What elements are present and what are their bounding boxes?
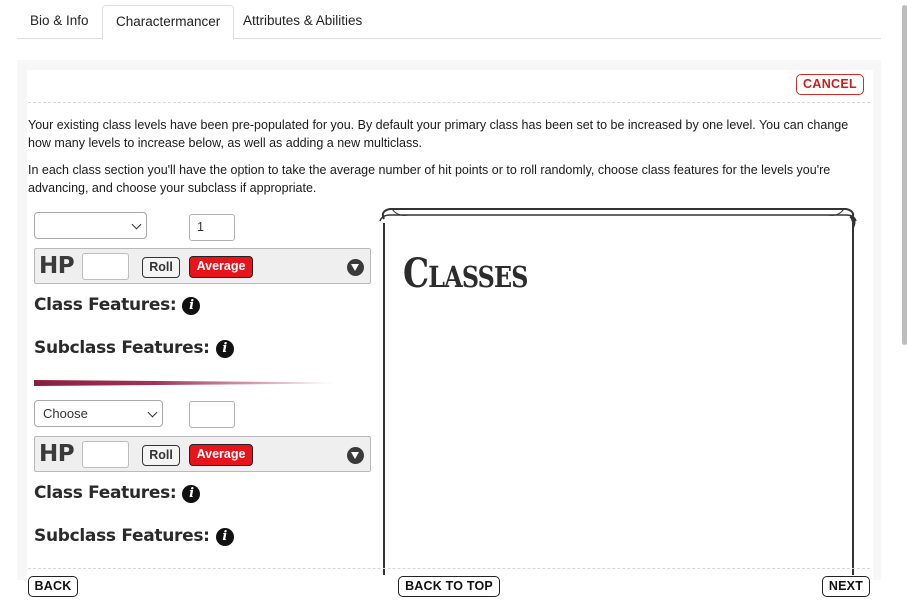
hp-input-1[interactable] bbox=[82, 253, 129, 280]
levels-input-2[interactable] bbox=[189, 401, 235, 428]
chevron-down-icon bbox=[132, 220, 142, 230]
tab-charactermancer[interactable]: Charactermancer bbox=[102, 5, 234, 40]
average-button-1[interactable]: Average bbox=[189, 256, 253, 278]
bottom-divider bbox=[28, 568, 870, 569]
levels-input-1[interactable]: 1 bbox=[189, 214, 235, 241]
tab-bio-info[interactable]: Bio & Info bbox=[30, 13, 89, 28]
next-button[interactable]: NEXT bbox=[822, 576, 870, 597]
scrollbar-thumb[interactable] bbox=[902, 5, 907, 345]
subclass-features-label: Subclass Features: bbox=[34, 338, 210, 358]
subclass-features-label: Subclass Features: bbox=[34, 526, 210, 546]
expand-caret-icon[interactable] bbox=[347, 259, 364, 276]
roll-button-1[interactable]: Roll bbox=[142, 257, 180, 278]
classes-heading-rest: LASSES bbox=[428, 260, 528, 294]
chevron-down-icon bbox=[148, 408, 158, 418]
roll-button-2[interactable]: Roll bbox=[142, 445, 180, 466]
hp-input-2[interactable] bbox=[82, 441, 129, 468]
class-features-heading-2 bbox=[34, 483, 200, 503]
hp-bar-2 bbox=[34, 436, 371, 472]
top-divider bbox=[28, 102, 870, 103]
class-select-1[interactable] bbox=[34, 212, 147, 239]
class-select-2[interactable] bbox=[34, 400, 163, 427]
tab-attributes-abilities[interactable]: Attributes & Abilities bbox=[243, 13, 363, 28]
classes-heading bbox=[403, 250, 528, 297]
hp-label: HP bbox=[39, 253, 75, 279]
info-icon[interactable]: i bbox=[182, 297, 200, 315]
intro-paragraph-1: Your existing class levels have been pre-populated for you. By default your primary class has been set to be increased by one level. You can change how many levels to increase below, as well as adding a new multiclass. bbox=[28, 118, 849, 150]
hp-bar-1 bbox=[34, 248, 371, 284]
subclass-features-heading-1 bbox=[34, 338, 234, 358]
back-to-top-button[interactable]: BACK TO TOP bbox=[398, 576, 500, 597]
info-icon[interactable]: i bbox=[216, 528, 234, 546]
info-icon[interactable]: i bbox=[216, 340, 234, 358]
class-features-heading-1 bbox=[34, 295, 200, 315]
subclass-features-heading-2 bbox=[34, 526, 234, 546]
intro-paragraph-2: In each class section you'll have the option to take the average number of hit points or to roll randomly, choose class features for the levels you're advancing, and choose your subclass if appropriate. bbox=[28, 163, 831, 195]
class-features-label: Class Features: bbox=[34, 483, 177, 503]
info-icon[interactable]: i bbox=[182, 485, 200, 503]
class-select-value: Choose bbox=[43, 406, 88, 421]
back-button[interactable]: BACK bbox=[28, 576, 78, 597]
classes-heading-cap: C bbox=[403, 250, 429, 297]
class-features-label: Class Features: bbox=[34, 295, 177, 315]
hp-label: HP bbox=[39, 441, 75, 467]
cancel-button[interactable]: CANCEL bbox=[796, 74, 864, 95]
tab-bar bbox=[17, 5, 881, 39]
average-button-2[interactable]: Average bbox=[189, 444, 253, 466]
expand-caret-icon[interactable] bbox=[347, 447, 364, 464]
